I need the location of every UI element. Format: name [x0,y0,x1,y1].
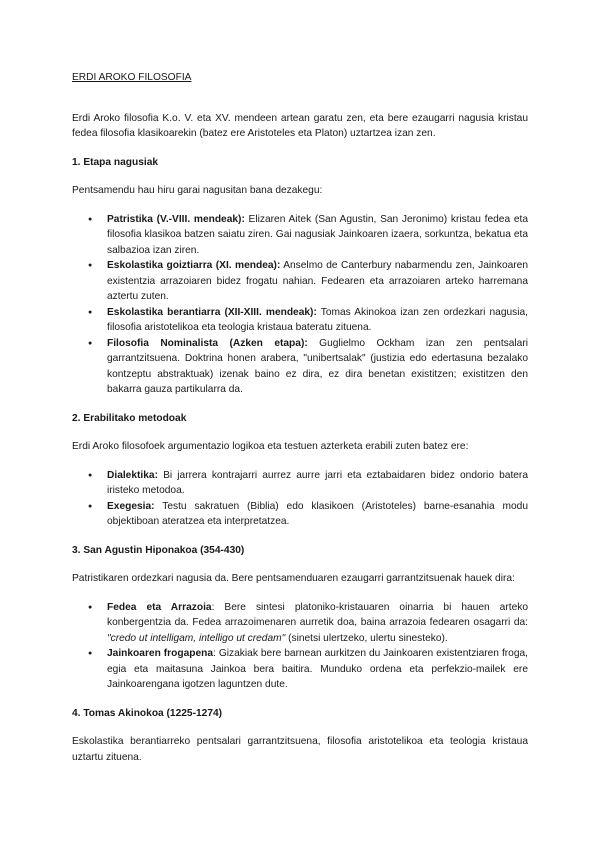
list-item-exegesia [72,499,528,530]
list-item-text: Guglielmo Ockham izan zen pentsalari garrantzitsuena. Doktrina honen arabera, "unibertsalak" (justizia edo edertasuna bezalako kontzeptu abstraktuak) izenak baino ez dira, ez dira benetan existitzen; existitzen den bakarra gauza partikularra da. [107,337,528,395]
list-item-term: Exegesia: [107,500,155,512]
intro-paragraph: Erdi Aroko filosofia K.o. V. eta XV. mendeen artean garatu zen, eta bere ezaugarri nagusia kristau fedea filosofia klasikoarekin (batez ere Aristoteles eta Platon) uztartzea izan zen. [72,112,528,139]
list-item-text: : Bere sintesi platoniko-kristauaren oinarria bi hauen arteko konbergentzia da. Fedea arrazoimenaren aurretik doa, baina arrazoia fedearen osagarri da: [107,601,528,628]
list-item-patristika [72,212,528,259]
section1-list [72,212,528,398]
latin-quote: "credo ut intelligam, intelligo ut credam" [107,632,286,644]
section4-intro: Eskolastika berantiarreko pentsalari garrantzitsuena, filosofia aristotelikoa eta teologia kristaua uztartu zituena. [72,736,528,763]
section-heading-san-agustin: 3. San Agustin Hiponakoa (354-430) [72,544,245,556]
list-item-text: Bi jarrera kontrajarri aurrez aurre jarri eta eztabaidaren bidez ondorio batera iristeko metodoa. [107,469,528,496]
section1-intro: Pentsamendu hau hiru garai nagusitan bana dezakegu: [72,185,323,196]
section-heading-tomas-akinokoa: 4. Tomas Akinokoa (1225-1274) [72,707,223,719]
list-item-term: Dialektika: [107,469,158,481]
list-item-text: Tomas Akinokoa izan zen ordezkari nagusia, filosofia aristotelikoa eta teologia kristaua bateratu zituena. [107,306,529,333]
list-item-fedea-eta-arrazoia [72,600,528,647]
section3-list [72,600,528,693]
list-item-term: Eskolastika berantiarra (XII-XIII. mendeak): [107,306,317,318]
list-item-text: Testu sakratuen (Biblia) edo klasikoen (Aristoteles) barne-esanahia modu objektiboan ateratzea eta interpretatzea. [107,500,528,527]
list-item-text: (sinetsi ulertzeko, ulertu sinesteko). [285,632,448,644]
document-title: ERDI AROKO FILOSOFIA [72,72,192,83]
list-item-term: Fedea eta Arrazoia [107,601,212,613]
list-item-term: Patristika (V.-VIII. mendeak): [107,213,245,225]
document-content [72,70,528,765]
list-item-eskolastika-berantiarra [72,305,528,336]
list-item-jainkoaren-frogapena [72,646,528,693]
section-heading-metodoak: 2. Erabilitako metodoak [72,412,187,424]
list-item-dialektika [72,468,528,499]
list-item-term: Eskolastika goiztiarra (XI. mendea): [107,260,281,271]
list-item-filosofia-nominalista [72,336,528,398]
section-heading-etapa-nagusiak: 1. Etapa nagusiak [72,156,159,168]
section2-list [72,468,528,530]
list-item-term: Jainkoaren frogapena [107,648,214,659]
list-item-eskolastika-goiztiarra [72,258,528,305]
section2-intro: Erdi Aroko filosofoek argumentazio logikoa eta testuen azterketa erabili zuten batez ere: [72,441,469,452]
list-item-term: Filosofia Nominalista (Azken etapa): [107,337,308,349]
section3-intro: Patristikaren ordezkari nagusia da. Bere pentsamenduaren ezaugarri garrantzitsuenak hauek dira: [72,573,515,584]
list-item-text: Elizaren Aitek (San Agustin, San Jeronimo) kristau fedea eta filosofia klasikoa batzen saiatu ziren. Gai nagusiak Jainkoaren izaera, sorkuntza, bekatua eta salbazioa izan ziren. [107,213,528,256]
list-item-text: : Gizakiak bere barnean aurkitzen du Jainkoaren existentziaren froga, egia eta maitasuna Jainkoa bera baitira. Munduko ordena eta perfekzio-mailek ere Jainkoarengana igotzen laguntzen dute. [107,648,528,690]
list-item-text: Anselmo de Canterbury nabarmendu zen, Jainkoaren existentzia arrazoiaren bidez frogatu nahian. Fedearen eta arrazoiaren arteko harremana aztertu zuten. [107,260,528,302]
